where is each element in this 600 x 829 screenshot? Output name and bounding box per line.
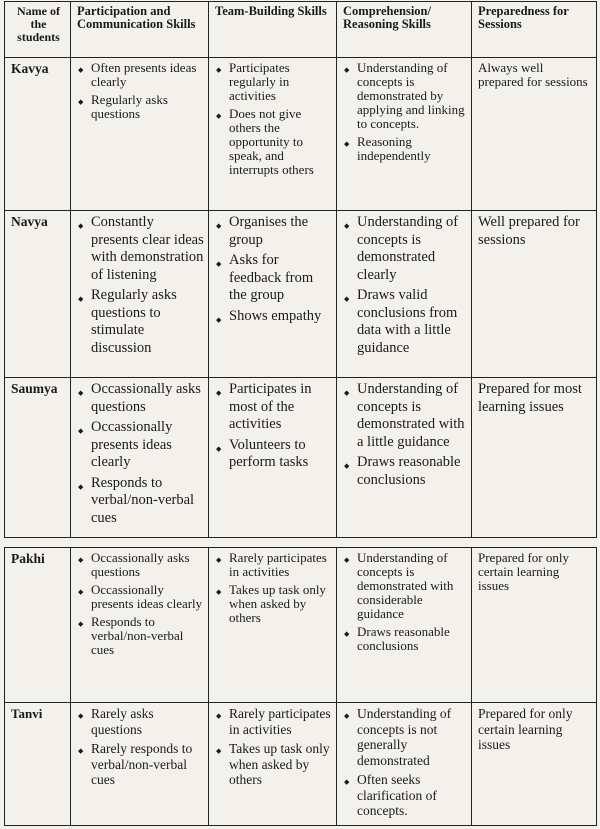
list-item: ◆ Asks for feedback from the group [215, 252, 332, 305]
table-row [5, 378, 597, 538]
participation-cell [71, 548, 209, 703]
list-item: ◆ Often presents ideas clearly [77, 61, 204, 89]
header-team-building: Team-Building Skills [209, 2, 337, 58]
team-building-cell [209, 58, 337, 211]
student-name: Pakhi [5, 548, 71, 703]
list-item: ◆ Occassionally asks questions [77, 381, 204, 416]
list-item: ◆ Takes up task only when asked by others [215, 741, 332, 788]
list-item: ◆ Occassionally asks questions [77, 551, 204, 579]
participation-cell [71, 58, 209, 211]
list-item: ◆ Understanding of concepts is demonstrated with a little guidance [343, 381, 467, 451]
list-item: ◆ Participates in most of the activities [215, 381, 332, 434]
preparedness-text: Well prepared for sessions [478, 214, 580, 248]
header-preparedness: Preparedness for Sessions [472, 2, 597, 58]
table-row [5, 548, 597, 703]
preparedness-text: Prepared for only certain learning issues [478, 706, 573, 752]
list-item: ◆ Rarely participates in activities [215, 706, 332, 737]
list-item: ◆ Reasoning independently [343, 135, 467, 163]
header-row [5, 2, 597, 58]
list-item: ◆ Occassionally presents ideas clearly [77, 419, 204, 472]
list-item: ◆ Occassionally presents ideas clearly [77, 583, 204, 611]
list-item: ◆ Regularly asks questions to stimulate discussion [77, 287, 204, 357]
comprehension-cell [337, 548, 472, 703]
team-building-cell [209, 378, 337, 538]
comprehension-cell [337, 211, 472, 378]
list-item: ◆ Understanding of concepts is not generally demonstrated [343, 706, 467, 768]
comprehension-cell [337, 703, 472, 826]
list-item: ◆ Understanding of concepts is demonstrated by applying and linking to concepts. [343, 61, 467, 131]
list-item: ◆ Constantly presents clear ideas with demonstration of listening [77, 214, 204, 284]
student-name: Tanvi [5, 703, 71, 826]
participation-cell [71, 211, 209, 378]
table-row [5, 58, 597, 211]
student-name: Saumya [5, 378, 71, 538]
preparedness-cell [472, 378, 597, 538]
table-row [5, 211, 597, 378]
list-item: ◆ Draws valid conclusions from data with a little guidance [343, 287, 467, 357]
assessment-table-top [4, 1, 597, 538]
preparedness-cell [472, 548, 597, 703]
table-row [5, 703, 597, 826]
list-item: ◆ Draws reasonable conclusions [343, 625, 467, 653]
list-item: ◆ Understanding of concepts is demonstrated with considerable guidance [343, 551, 467, 621]
list-item: ◆ Rarely participates in activities [215, 551, 332, 579]
list-item: ◆ Does not give others the opportunity to speak, and interrupts others [215, 107, 332, 177]
header-name: Name of the students [5, 2, 71, 58]
list-item: ◆ Rarely responds to verbal/non-verbal cues [77, 741, 204, 788]
participation-cell [71, 378, 209, 538]
team-building-cell [209, 548, 337, 703]
list-item: ◆ Often seeks clarification of concepts. [343, 772, 467, 819]
team-building-cell [209, 703, 337, 826]
preparedness-text: Always well prepared for sessions [478, 60, 588, 89]
comprehension-cell [337, 58, 472, 211]
team-building-cell [209, 211, 337, 378]
list-item: ◆ Draws reasonable conclusions [343, 454, 467, 489]
list-item: ◆ Responds to verbal/non-verbal cues [77, 615, 204, 657]
header-participation: Participation and Communication Skills [71, 2, 209, 58]
student-name: Navya [5, 211, 71, 378]
list-item: ◆ Volunteers to perform tasks [215, 437, 332, 472]
list-item: ◆ Understanding of concepts is demonstrated clearly [343, 214, 467, 284]
comprehension-cell [337, 378, 472, 538]
preparedness-cell [472, 58, 597, 211]
list-item: ◆ Takes up task only when asked by others [215, 583, 332, 625]
participation-cell [71, 703, 209, 826]
header-comprehension: Comprehension/ Reasoning Skills [337, 2, 472, 58]
list-item: ◆ Responds to verbal/non-verbal cues [77, 475, 204, 528]
list-item: ◆ Regularly asks questions [77, 93, 204, 121]
student-name: Kavya [5, 58, 71, 211]
list-item: ◆ Shows empathy [215, 308, 332, 326]
preparedness-text: Prepared for most learning issues [478, 381, 582, 415]
preparedness-cell [472, 211, 597, 378]
list-item: ◆ Participates regularly in activities [215, 61, 332, 103]
list-item: ◆ Organises the group [215, 214, 332, 249]
preparedness-cell [472, 703, 597, 826]
preparedness-text: Prepared for only certain learning issues [478, 550, 569, 593]
list-item: ◆ Rarely asks questions [77, 706, 204, 737]
assessment-table-bottom [4, 547, 597, 826]
